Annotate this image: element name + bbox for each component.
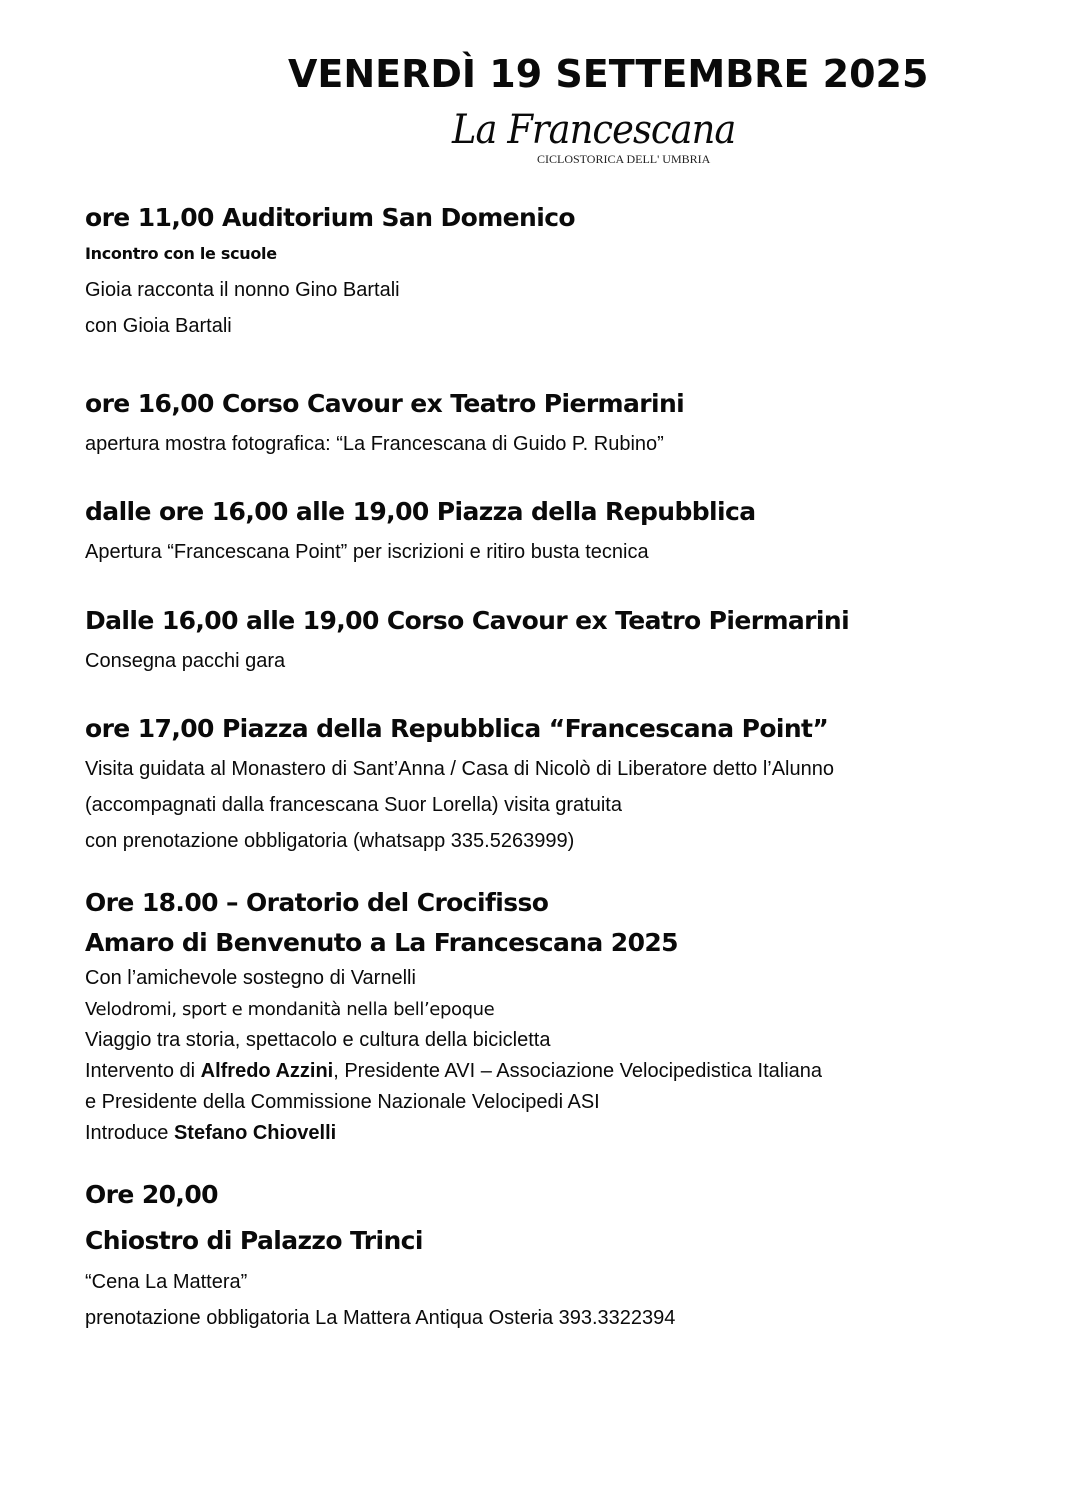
event-1600-1900-piazza [85,490,755,570]
event-1800-oratorio [85,883,822,1149]
event-1100-auditorium [85,196,575,344]
event-bold-text: Velodromi, sport e mondanità nella bell’epoque [85,999,495,1020]
event-heading-2: Amaro di Benvenuto a La Francescana 2025 [85,928,678,957]
intervento-name: Alfredo Azzini [200,1060,334,1082]
event-line: Apertura “Francescana Point” per iscrizioni e ritiro busta tecnica [85,541,649,563]
event-1600-1900-teatro [85,599,849,679]
logo-subtitle: CICLOSTORICA DELL' UMBRIA [537,152,711,166]
intervento-prefix: Intervento di [85,1060,201,1082]
event-subheading: Incontro con le scuole [85,244,277,263]
event-introduce-line [85,1118,822,1149]
event-bold-line [85,994,822,1025]
event-heading: dalle ore 16,00 alle 19,00 Piazza della Repubblica [85,497,756,526]
event-line: con prenotazione obbligatoria (whatsapp 335.5263999) [85,830,575,852]
event-heading: ore 17,00 Piazza della Repubblica “Francescana Point” [85,714,829,743]
event-line: Visita guidata al Monastero di Sant’Anna / Casa di Nicolò di Liberatore detto l’Alunno [85,758,834,780]
event-line: prenotazione obbligatoria La Mattera Antiqua Osteria 393.3322394 [85,1307,676,1329]
event-1600-teatro [85,382,684,462]
logo-script-text: La Francescana [452,107,736,153]
event-line: “Cena La Mattera” [85,1271,248,1293]
event-line: Consegna pacchi gara [85,650,286,672]
event-heading: Ore 18.00 – Oratorio del Crocifisso [85,888,549,917]
event-heading: Dalle 16,00 alle 19,00 Corso Cavour ex Teatro Piermarini [85,606,850,635]
event-line: e Presidente della Commissione Nazionale Velocipedi ASI [85,1091,600,1113]
event-1700-francescana-point [85,707,834,859]
introduce-name: Stefano Chiovelli [173,1122,337,1144]
page-title: VENERDÌ 19 SETTEMBRE 2025 [288,52,929,96]
event-line: apertura mostra fotografica: “La Francescana di Guido P. Rubino” [85,433,664,455]
event-heading: ore 11,00 Auditorium San Domenico [85,203,576,232]
event-2000-chiostro [85,1172,675,1336]
event-heading: ore 16,00 Corso Cavour ex Teatro Piermarini [85,389,685,418]
event-line: con Gioia Bartali [85,315,232,337]
intervento-suffix: , Presidente AVI – Associazione Velocipedistica Italiana [333,1060,823,1082]
event-heading: Ore 20,00 [85,1180,218,1209]
event-intervento-line [85,1056,822,1087]
event-line: (accompagnati dalla francescana Suor Lorella) visita gratuita [85,794,622,816]
introduce-prefix: Introduce [85,1122,174,1144]
event-line: Con l’amichevole sostegno di Varnelli [85,967,416,989]
event-line: Viaggio tra storia, spettacolo e cultura della bicicletta [85,1029,551,1051]
la-francescana-logo [452,107,736,168]
event-heading-2: Chiostro di Palazzo Trinci [85,1226,423,1255]
event-line: Gioia racconta il nonno Gino Bartali [85,279,400,301]
